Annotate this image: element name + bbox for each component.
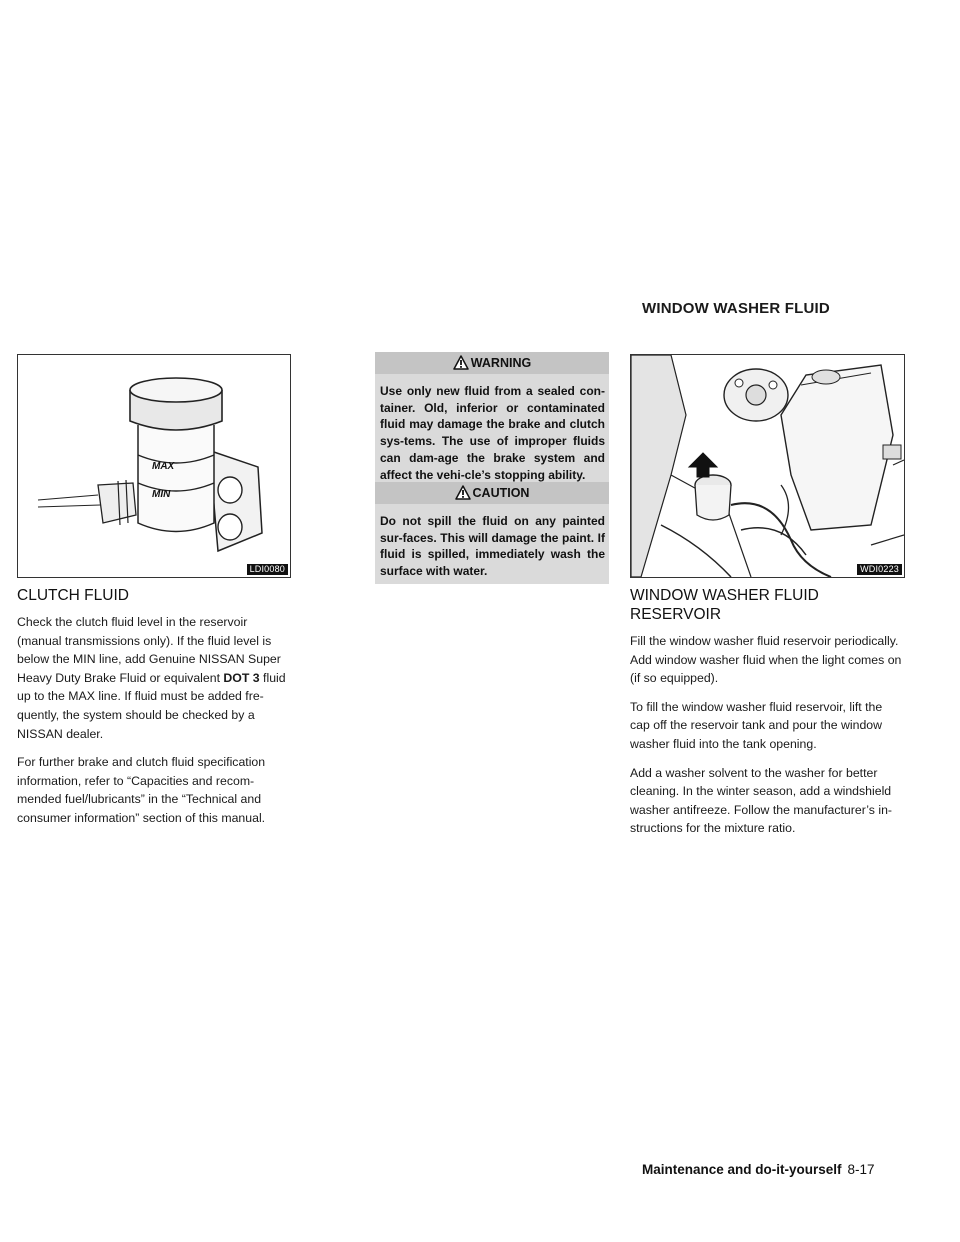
warning-box xyxy=(375,352,609,487)
clutch-reservoir-figure xyxy=(17,354,291,578)
max-label: MAX xyxy=(152,461,175,472)
figure-code: WDI0223 xyxy=(857,564,902,575)
clutch-fluid-heading: CLUTCH FLUID xyxy=(17,587,129,604)
caution-triangle-icon xyxy=(455,485,471,500)
caution-title: CAUTION xyxy=(375,482,609,504)
caution-text: Do not spill the fluid on any painted sur-faces. This will damage the paint. If fluid is spilled, immediately wash the surface with water. xyxy=(380,514,605,579)
section-header: WINDOW WASHER FLUID xyxy=(642,300,830,317)
washer-fluid-paragraph-3: Add a washer solvent to the washer for better cleaning. In the winter season, add a windshield washer antifreeze. Follow the manufacturer’s in-structions for the mixture ratio. xyxy=(630,765,892,836)
min-label: MIN xyxy=(152,489,171,500)
washer-fluid-section xyxy=(630,586,903,838)
page-number: 8-17 xyxy=(847,1162,875,1177)
warning-triangle-icon xyxy=(453,355,469,370)
washer-fluid-paragraph-2: To fill the window washer fluid reservoir, lift the cap off the reservoir tank and pour the window washer fluid into the tank opening. xyxy=(630,699,883,751)
warning-title: WARNING xyxy=(375,352,609,374)
clutch-fluid-section xyxy=(17,586,289,828)
page-footer xyxy=(642,1162,875,1177)
caution-box xyxy=(375,482,609,584)
washer-reservoir-figure xyxy=(630,354,905,578)
clutch-reservoir-illustration xyxy=(18,355,290,577)
engine-bay-illustration xyxy=(631,355,904,577)
clutch-fluid-paragraph-1: Check the clutch fluid level in the reservoir (manual transmissions only). If the fluid level is below the MIN line, add Genuine NISSAN Super Heavy Duty Brake Fluid or equivalent DOT 3 fluid up to the MAX line. If fluid must be added fre-quently, the system should be checked by a NISSAN dealer. xyxy=(17,615,286,741)
washer-fluid-paragraph-1: Fill the window washer fluid reservoir periodically. Add window washer fluid when the light comes on (if so equipped). xyxy=(630,634,902,686)
warning-text: Use only new fluid from a sealed con-tainer. Old, inferior or contaminated fluid may damage the brake and clutch sys-tems. The use of improper fluids can dam-age the brake system and affect the vehi-cle’s stopping ability. xyxy=(380,384,605,482)
washer-fluid-heading: WINDOW WASHER FLUID RESERVOIR xyxy=(630,587,819,623)
clutch-fluid-paragraph-2: For further brake and clutch fluid specification information, refer to “Capacities and recom-mended fuel/lubricants” in the “Technical and consumer information” section of this manual. xyxy=(17,755,266,825)
footer-title: Maintenance and do-it-yourself xyxy=(642,1162,842,1177)
figure-code: LDI0080 xyxy=(247,564,288,575)
